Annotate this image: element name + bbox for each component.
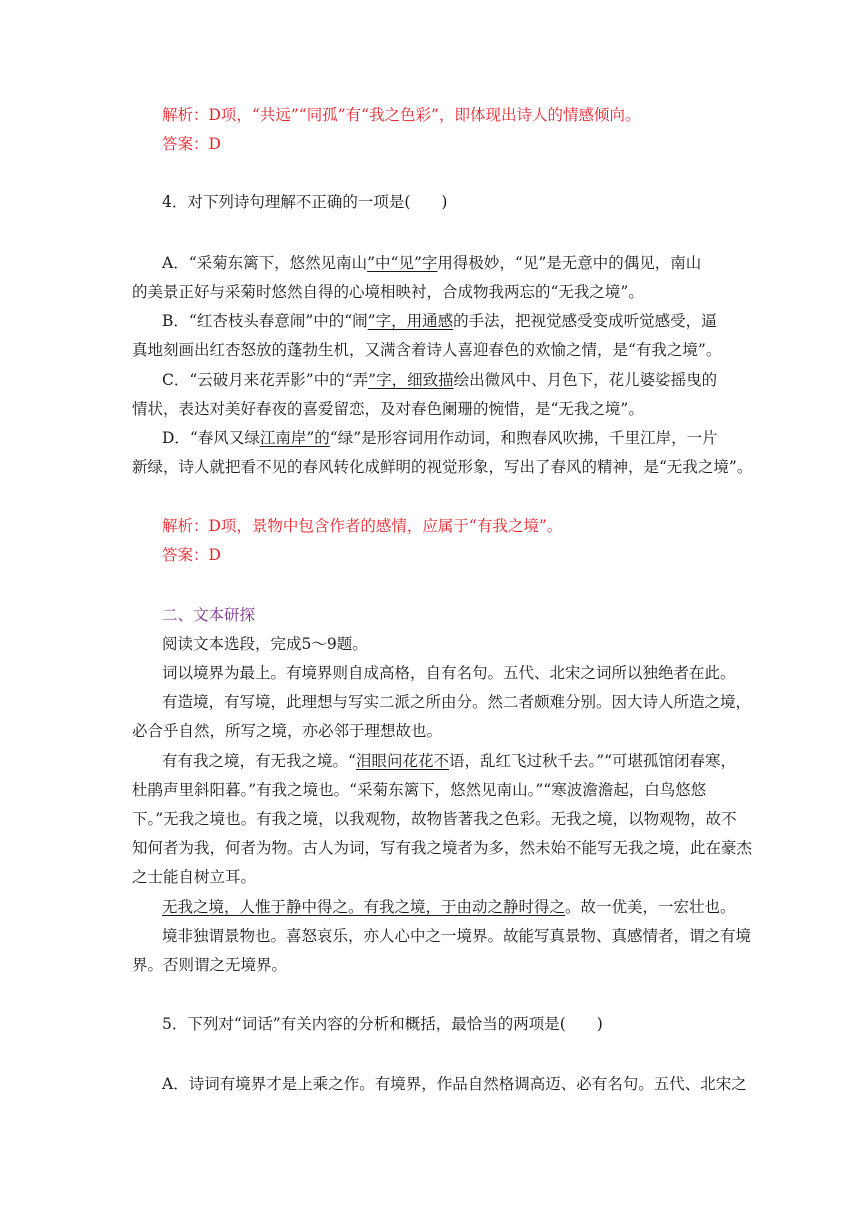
- q4-option-a-line1: A．“采菊东篱下，悠然见南山”中“见”字用得极妙，“见”是无意中的偶见，南山: [162, 254, 702, 272]
- section-heading: 二、文本研探: [162, 606, 256, 624]
- q4-stem: 4．对下列诗句理解不正确的一项是( ): [162, 193, 448, 211]
- passage-paragraph-3-line3: 下。”无我之境也。有我之境，以我观物，故物皆著我之色彩。无我之境，以物观物，故不: [132, 810, 737, 828]
- q4-option-c-line1: C．“云破月来花弄影”中的“弄”字，细致描绘出微风中、月色下，花儿婆娑摇曳的: [162, 371, 718, 389]
- passage-paragraph-3-line5: 之士能自树立耳。: [132, 868, 257, 886]
- q4-analysis: 解析：D项，景物中包含作者的感情，应属于“有我之境”。: [162, 517, 563, 535]
- q3-analysis: 解析：D项，“共远”“同孤”有“我之色彩”，即体现出诗人的情感倾向。: [162, 106, 641, 124]
- q5-stem: 5．下列对“词话”有关内容的分析和概括，最恰当的两项是( ): [162, 1015, 603, 1033]
- passage-paragraph-2-line2: 必合乎自然，所写之境，亦必邻于理想故也。: [132, 722, 443, 740]
- passage-paragraph-4: 无我之境，人惟于静中得之。有我之境，于由动之静时得之。故一优美，一宏壮也。: [162, 898, 736, 916]
- q4-option-d-line2: 新绿，诗人就把看不见的春风转化成鲜明的视觉形象，写出了春风的精神，是“无我之境”。: [132, 458, 753, 476]
- q4-option-c-line2: 情状，表达对美好春夜的喜爱留恋，及对春色阑珊的惋惜，是“无我之境”。: [132, 400, 644, 418]
- passage-paragraph-3-line2: 杜鹃声里斜阳暮。”有我之境也。“采菊东篱下，悠然见南山。”“寒波澹澹起，白鸟悠悠: [132, 781, 707, 799]
- q4-option-a-line2: 的美景正好与采菊时悠然自得的心境相映衬，合成物我两忘的“无我之境”。: [132, 283, 644, 301]
- passage-paragraph-3-line1: 有有我之境，有无我之境。“泪眼问花花不语，乱红飞过秋千去。”“可堪孤馆闭春寒，: [162, 752, 737, 770]
- passage-paragraph-1: 词以境界为最上。有境界则自成高格，自有名句。五代、北宋之词所以独绝者在此。: [162, 664, 736, 682]
- underline-mark: ”中“见”字: [367, 254, 438, 272]
- passage-paragraph-2-line1: 有造境，有写境，此理想与写实二派之所由分。然二者颇难分别。因大诗人所造之境，: [162, 693, 752, 711]
- q4-answer: 答案：D: [162, 546, 221, 564]
- q5-option-a-line1: A．诗词有境界才是上乘之作。有境界，作品自然格调高迈、必有名句。五代、北宋之: [162, 1075, 747, 1093]
- passage-paragraph-5-line1: 境非独谓景物也。喜怒哀乐，亦人心中之一境界。故能写真景物、真感情者，谓之有境: [162, 927, 752, 945]
- reading-instruction: 阅读文本选段，完成5～9题。: [162, 635, 368, 653]
- q4-option-b-line2: 真地刻画出红杏怒放的蓬勃生机，又满含着诗人喜迎春色的欢愉之情，是“有我之境”。: [132, 341, 722, 359]
- underline-mark: ”字，细致描: [368, 371, 454, 389]
- q4-option-b-line1: B．“红杏枝头春意闹”中的“闹”字，用通感的手法，把视觉感受变成听觉感受，逼: [162, 312, 717, 330]
- underline-mark: 江南岸”的: [259, 429, 330, 447]
- underline-mark: ”字，用通感: [367, 312, 454, 330]
- underline-mark: 泪眼问花花不: [355, 752, 449, 770]
- q3-answer: 答案：D: [162, 135, 221, 153]
- underline-mark: 无我之境，人惟于静中得之。有我之境，于由动之静时得之: [162, 898, 566, 916]
- passage-paragraph-5-line2: 界。否则谓之无境界。: [132, 956, 288, 974]
- q4-option-d-line1: D．“春风又绿江南岸”的“绿”是形容词用作动词，和煦春风吹拂，千里江岸，一片: [162, 429, 718, 447]
- passage-paragraph-3-line4: 知何者为我，何者为物。古人为词，写有我之境者为多，然未始不能写无我之境，此在豪杰: [132, 839, 753, 857]
